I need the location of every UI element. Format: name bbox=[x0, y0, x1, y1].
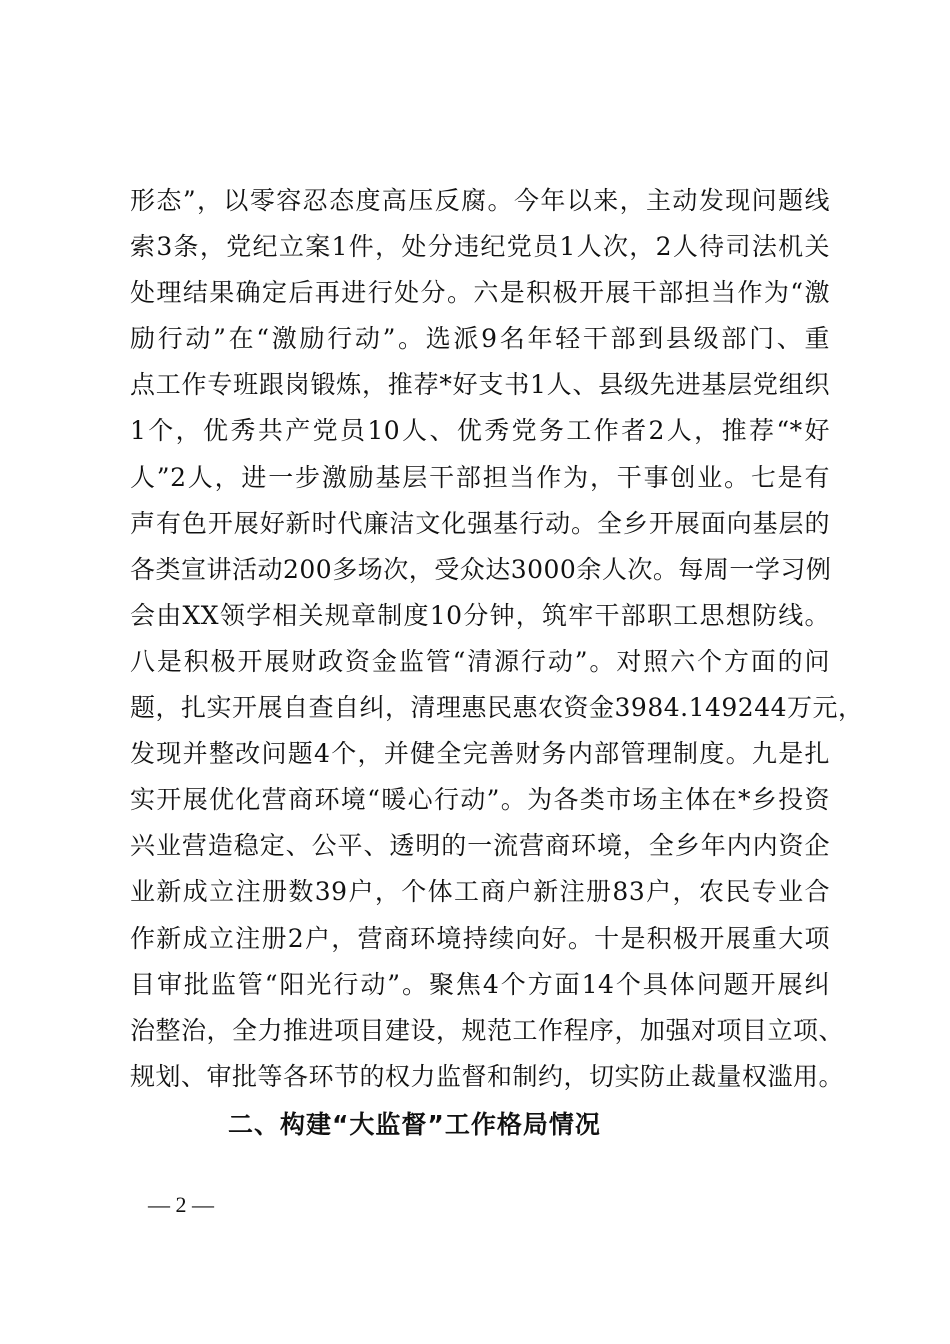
text-line: 实开展优化营商环境“暖心行动”。为各类市场主体在*乡投资 bbox=[130, 785, 830, 815]
text-line: 点工作专班跟岗锻炼，推荐*好支书1人、县级先进基层党组织 bbox=[130, 370, 830, 400]
section-heading: 二、构建“大监督”工作格局情况 bbox=[228, 1110, 601, 1139]
text-line: 八是积极开展财政资金监管“清源行动”。对照六个方面的问 bbox=[130, 646, 830, 676]
text-line: 励行动”在“激励行动”。选派9名年轻干部到县级部门、重 bbox=[130, 324, 830, 354]
text-line: 形态”，以零容忍态度高压反腐。今年以来，主动发现问题线 bbox=[130, 186, 830, 215]
body-paragraph bbox=[130, 178, 864, 1100]
text-line: 各类宣讲活动200多场次，受众达3000余人次。每周一学习例 bbox=[130, 554, 832, 584]
text-line: 处理结果确定后再进行处分。六是积极开展干部担当作为“激 bbox=[130, 278, 830, 308]
text-line: 题，扎实开展自查自纠，清理惠民惠农资金3984.149244万元， bbox=[130, 693, 864, 723]
text-line: 作新成立注册2户，营商环境持续向好。十是积极开展重大项 bbox=[130, 923, 830, 953]
text-line: 兴业营造稳定、公平、透明的一流营商环境，全乡年内内资企 bbox=[130, 831, 830, 861]
text-line: 人”2人，进一步激励基层干部担当作为，干事创业。七是有 bbox=[130, 462, 830, 492]
text-line: 会由XX领学相关规章制度10分钟，筑牢干部职工思想防线。 bbox=[130, 600, 830, 630]
text-line: 目审批监管“阳光行动”。聚焦4个方面14个具体问题开展纠 bbox=[130, 969, 830, 999]
text-line: 索3条，党纪立案1件，处分违纪党员1人次，2人待司法机关 bbox=[130, 232, 830, 262]
text-line: 治整治，全力推进项目建设，规范工作程序，加强对项目立项、 bbox=[130, 1015, 845, 1045]
page-number: — 2 — bbox=[148, 1192, 214, 1217]
text-line: 1个，优秀共产党员10人、优秀党务工作者2人，推荐“*好 bbox=[130, 416, 830, 446]
text-line: 规划、审批等各环节的权力监督和制约，切实防止裁量权滥用。 bbox=[130, 1061, 845, 1091]
text-line: 业新成立注册数39户，个体工商户新注册83户，农民专业合 bbox=[130, 877, 830, 907]
text-line: 声有色开展好新时代廉洁文化强基行动。全乡开展面向基层的 bbox=[130, 508, 830, 538]
text-line: 发现并整改问题4个，并健全完善财务内部管理制度。九是扎 bbox=[130, 739, 830, 769]
